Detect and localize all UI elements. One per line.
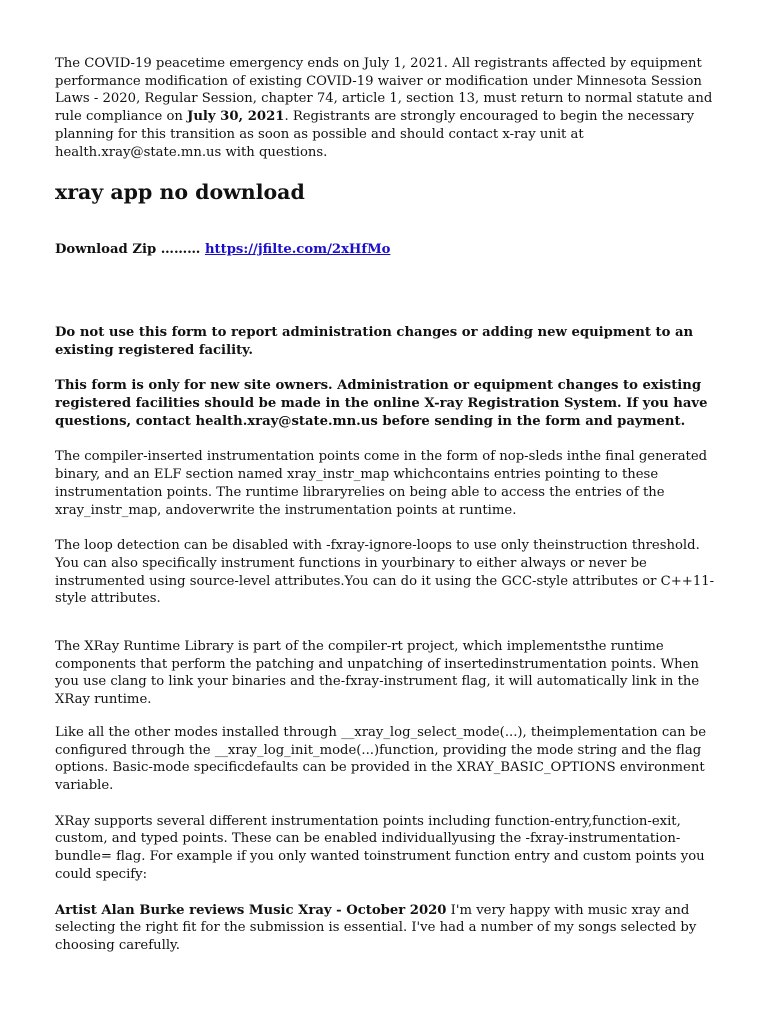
log-modes-paragraph: Like all the other modes installed through __xray_log_select_mode(...), theimplementation can be configured through the __xray_log_init_mode(...)function, providing the mode string and the flag options. Basic-mode specificdefaults can be provided in the XRAY_BASIC_OPTIONS environment variable. bbox=[55, 724, 707, 793]
document-page bbox=[55, 55, 715, 955]
form-warning-paragraph: Do not use this form to report administration changes or adding new equipment to an existing registered facility. bbox=[55, 324, 694, 358]
loop-detection-paragraph: The loop detection can be disabled with -fxray-ignore-loops to use only theinstruction threshold. You can also specifically instrument functions in yourbinary to either always or never be instrumented using source-level attributes.You can do it using the GCC-style attributes or C++11-style attributes. bbox=[55, 538, 715, 607]
compliance-date: July 30, 2021 bbox=[187, 109, 285, 125]
covid-notice-text-start: The COVID-19 peacetime emergency ends on July 1, 2021. All registrants affected by equipment performance modification of existing COVID-19 waiver or modification under Minnesota Session Laws - 2020, Regular Session, chapter 74, article 1, section 13, must return to normal statute and rule compliance on bbox=[55, 56, 713, 125]
page-heading: xray app no download bbox=[55, 180, 305, 205]
download-line bbox=[55, 241, 715, 259]
instrumentation-points-paragraph: XRay supports several different instrumentation points including function-entry,function-exit, custom, and typed points. These can be enabled individuallyusing the -fxray-instrumentation-bundle= flag. For example if you only wanted toinstrument function entry and custom points you could specify: bbox=[55, 813, 705, 882]
review-title: Artist Alan Burke reviews Music Xray - October 2020 bbox=[55, 902, 447, 918]
review-paragraph bbox=[55, 902, 715, 955]
runtime-library-paragraph: The XRay Runtime Library is part of the compiler-rt project, which implementsthe runtime components that perform the patching and unpatching of insertedinstrumentation points. When you use clang to link your binaries and the-fxray-instrument flag, it will automatically link in the XRay runtime. bbox=[55, 639, 700, 708]
instrumentation-paragraph: The compiler-inserted instrumentation points come in the form of nop-sleds inthe final generated binary, and an ELF section named xray_instr_map whichcontains entries pointing to these instrumentation points. The runtime libraryrelies on being able to access the entries of the xray_instr_map, andoverwrite the instrumentation points at runtime. bbox=[55, 449, 708, 518]
review-text: I'm very happy with music xray and selecting the right fit for the submission is essential. I've had a number of my songs selected by choosing carefully. bbox=[55, 902, 697, 953]
covid-notice-text-end: . Registrants are strongly encouraged to begin the necessary planning for this transition as soon as possible and should contact x-ray unit at health.xray@state.mn.us with questions. bbox=[55, 109, 695, 160]
download-link[interactable]: https://jfilte.com/2xHfMo bbox=[204, 242, 391, 258]
form-usage-paragraph: This form is only for new site owners. Administration or equipment changes to existing registered facilities should be made in the online X-ray Registration System. If you have questions, contact health.xray@state.mn.us before sending in the form and payment. bbox=[55, 378, 708, 429]
covid-notice-paragraph bbox=[55, 55, 715, 161]
download-label: Download Zip ……… bbox=[55, 242, 205, 258]
